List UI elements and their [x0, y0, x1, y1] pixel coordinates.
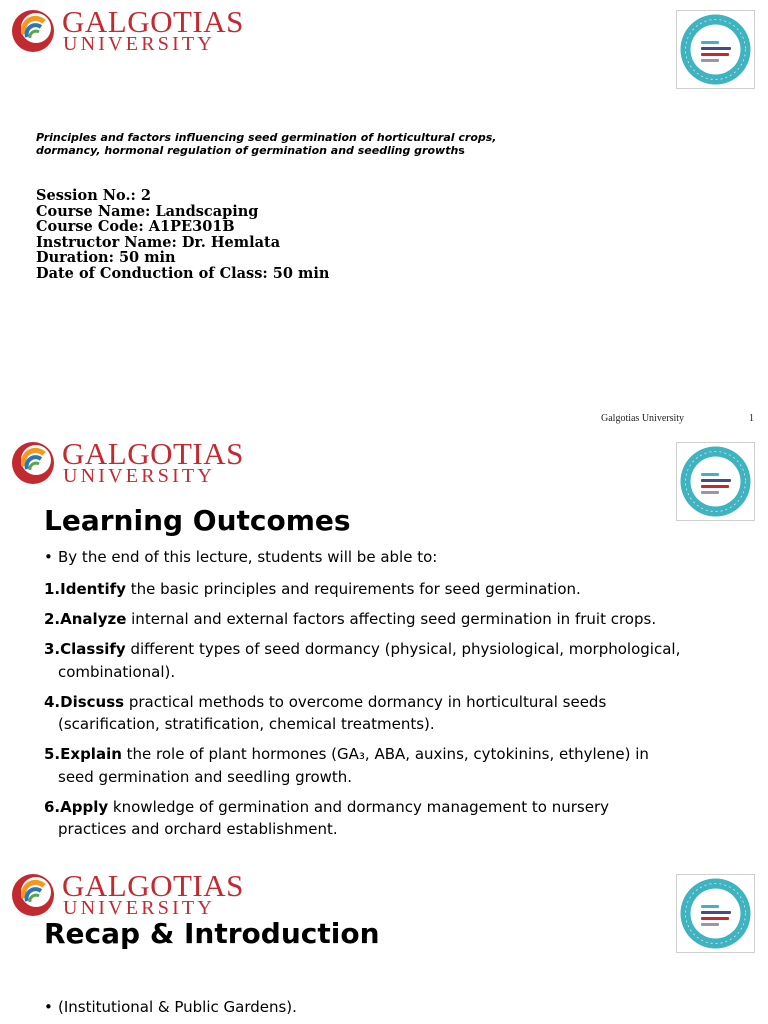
outcome-verb: Analyze: [60, 610, 127, 628]
footer-university: Galgotias University: [601, 413, 685, 424]
intro-bullet: [44, 548, 437, 566]
lecture-topic-tail: s: [458, 144, 465, 157]
outcome-number: 6.: [44, 797, 61, 816]
outcome-verb: Apply: [60, 797, 109, 816]
slide-2: [0, 432, 768, 864]
session-details: [36, 188, 329, 281]
duration: Duration: 50 min: [36, 249, 176, 266]
outcome-number: 4.: [44, 692, 61, 711]
outcomes-list: [44, 578, 744, 848]
outcome-item: [44, 691, 744, 736]
g-scale-badge-icon: [676, 10, 755, 89]
logo-wordmark: GALGOTIAS: [62, 868, 244, 903]
logo-subwordmark: UNIVERSITY: [63, 897, 215, 919]
slide-3: [0, 864, 768, 1024]
galgotias-swirl-icon: [10, 8, 56, 54]
date-of-conduction: Date of Conduction of Class: 50 min: [36, 264, 330, 282]
outcome-text: the role of plant hormones (GA₃, ABA, auxins, cytokinins, ethylene) in: [121, 745, 649, 763]
outcome-text-continued: seed germination and seedling growth.: [58, 767, 353, 786]
outcome-number: 5.: [44, 745, 61, 763]
g-scale-badge-icon: [676, 874, 755, 953]
g-scale-badge-icon: [676, 442, 755, 521]
outcome-number: 3.: [44, 640, 61, 658]
outcome-number: 1.: [44, 580, 61, 598]
galgotias-swirl-icon: [10, 440, 56, 486]
logo-wordmark: GALGOTIAS: [62, 436, 244, 471]
logo-wordmark: GALGOTIAS: [62, 4, 244, 39]
outcome-verb: Identify: [60, 580, 126, 598]
slide-heading: Learning Outcomes: [44, 504, 351, 537]
slide-heading: Recap & Introduction: [44, 917, 380, 950]
bullet-icon: •: [44, 548, 53, 566]
outcome-verb: Explain: [60, 745, 122, 763]
outcome-text: the basic principles and requirements for seed germination.: [125, 580, 581, 598]
galgotias-swirl-icon: [10, 872, 56, 918]
slide-1: [0, 0, 768, 432]
course-name: Course Name: Landscaping: [36, 202, 259, 220]
outcome-text: different types of seed dormancy (physical, physiological, morphological,: [125, 640, 681, 658]
galgotias-logo: [10, 436, 250, 488]
galgotias-logo: [10, 4, 250, 56]
list-item: [44, 998, 297, 1016]
course-code: Course Code: A1PE301B: [36, 218, 235, 235]
galgotias-logo: [10, 868, 250, 920]
instructor-name: Instructor Name: Dr. Hemlata: [36, 233, 281, 251]
outcome-verb: Discuss: [60, 692, 125, 711]
logo-subwordmark: UNIVERSITY: [63, 465, 215, 487]
logo-subwordmark: UNIVERSITY: [63, 33, 215, 55]
outcome-item: [44, 608, 744, 631]
outcome-number: 2.: [44, 610, 61, 628]
outcome-text-continued: combinational).: [58, 662, 176, 681]
outcome-text-continued: (scarification, stratification, chemical treatments).: [58, 715, 435, 733]
outcome-text-continued: practices and orchard establishment.: [58, 820, 338, 838]
session-number: Session No.: 2: [36, 187, 152, 204]
outcome-text: practical methods to overcome dormancy in horticultural seeds: [124, 692, 607, 711]
bullet-icon: •: [44, 998, 53, 1016]
outcome-item: [44, 743, 744, 788]
intro-text: By the end of this lecture, students will be able to:: [58, 548, 438, 566]
outcome-item: [44, 796, 744, 841]
outcome-item: [44, 638, 744, 683]
outcome-text: knowledge of germination and dormancy management to nursery: [108, 797, 609, 816]
outcome-item: [44, 578, 744, 601]
lecture-topic: [36, 131, 556, 157]
outcome-verb: Classify: [60, 640, 126, 658]
page-number: 1: [749, 413, 754, 424]
outcome-text: internal and external factors affecting seed germination in fruit crops.: [126, 610, 657, 628]
lecture-topic-text: Principles and factors influencing seed germination of horticultural crops, dormancy, hormonal regulation of germination and seedling growth: [36, 131, 497, 157]
list-item-text: (Institutional & Public Gardens).: [58, 998, 297, 1016]
